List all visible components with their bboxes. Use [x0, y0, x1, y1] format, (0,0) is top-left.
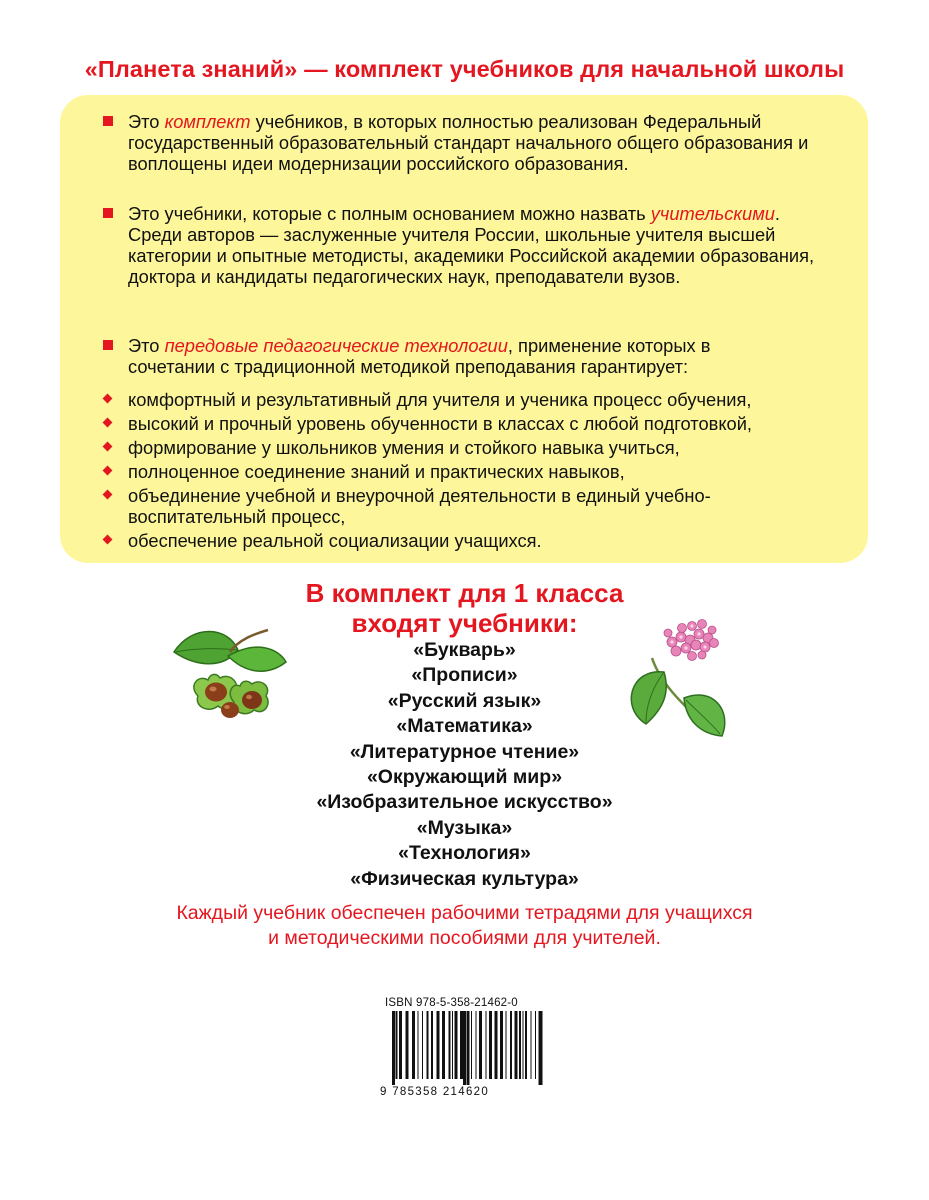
barcode-bar — [442, 1011, 445, 1079]
barcode-bar — [431, 1011, 433, 1079]
barcode-bar — [525, 1011, 527, 1079]
barcode-bar — [399, 1011, 402, 1079]
list-item: «Окружающий мир» — [366, 766, 563, 789]
list-item: полноценное соединение знаний и практических навыков, — [128, 461, 828, 482]
workbooks-note: Каждый учебник обеспечен рабочими тетрадями для учащихся и методическими пособиями для учителей. — [176, 902, 753, 949]
barcode-bar — [476, 1011, 477, 1079]
barcode-bar — [437, 1011, 440, 1079]
square-bullet-icon — [103, 116, 113, 126]
list-item: «Русский язык» — [387, 689, 542, 712]
benefits-list — [128, 389, 828, 554]
list-item: высокий и прочный уровень обученности в классах с любой подготовкой, — [128, 413, 828, 434]
kit-heading: В комплект для 1 класса входят учебники: — [305, 578, 624, 638]
barcode-bar — [531, 1011, 532, 1079]
barcode-bar — [539, 1011, 542, 1085]
barcode-bar — [535, 1011, 536, 1079]
barcode-bar — [396, 1011, 398, 1079]
barcode-bar — [467, 1011, 470, 1085]
barcode-bar — [412, 1011, 415, 1079]
list-item: «Математика» — [396, 715, 533, 738]
barcode-bar — [506, 1011, 507, 1079]
textbook-list — [0, 638, 929, 892]
square-bullet-icon — [103, 208, 113, 218]
diamond-bullet-icon — [103, 490, 113, 500]
barcode-bar — [463, 1011, 466, 1085]
diamond-bullet-icon — [103, 418, 113, 428]
barcode-bar — [455, 1011, 458, 1079]
barcode-bar — [406, 1011, 409, 1079]
emphasis-kit: комплект — [164, 111, 251, 132]
barcode-bar — [471, 1011, 472, 1079]
info-panel — [60, 95, 868, 563]
barcode-bar — [418, 1011, 419, 1079]
barcode-bar — [460, 1011, 463, 1079]
emphasis-teachers: учительскими — [650, 203, 775, 224]
barcode-image — [382, 1011, 552, 1087]
barcode-bar — [523, 1011, 524, 1079]
barcode-bar — [394, 1011, 395, 1085]
barcode-bar — [427, 1011, 429, 1079]
barcode-bar — [542, 1011, 543, 1085]
barcode-bar — [422, 1011, 423, 1079]
barcode-bar — [495, 1011, 498, 1079]
diamond-bullet-icon — [103, 442, 113, 452]
diamond-bullet-icon — [103, 394, 113, 404]
list-item: «Прописи» — [411, 664, 518, 687]
list-item: комфортный и результативный для учителя и ученика процесс обучения, — [128, 389, 828, 410]
list-item: «Физическая культура» — [350, 867, 579, 890]
barcode-bar — [515, 1011, 518, 1079]
paragraph-authors: Это учебники, которые с полным основанием можно назвать учительскими. Среди авторов — заслуженные учителя России, школьные учителя высшей категории и опытные методисты, академики Российской академии образования, доктора и кандидаты педагогических наук, преподаватели вузов. — [128, 203, 836, 287]
emphasis-technologies: передовые педагогические технологии — [164, 335, 508, 356]
barcode-bar — [519, 1011, 521, 1079]
paragraph-technologies: Это передовые педагогические технологии, применение которых в сочетании с традиционной методикой преподавания гарантирует: — [128, 335, 788, 377]
barcode-bar — [452, 1011, 453, 1079]
list-item: «Музыка» — [416, 816, 513, 839]
list-item: формирование у школьников умения и стойкого навыка учиться, — [128, 437, 828, 458]
barcode-bar — [489, 1011, 492, 1079]
isbn-label: ISBN 978-5-358-21462-0 — [385, 997, 518, 1009]
list-item: объединение учебной и внеурочной деятельности в единый учебно-воспитательный процесс, — [128, 485, 828, 527]
barcode-bar — [449, 1011, 451, 1079]
barcode-bar — [479, 1011, 482, 1079]
page-title: «Планета знаний» — комплект учебников для начальной школы — [84, 56, 845, 82]
diamond-bullet-icon — [103, 466, 113, 476]
paragraph-kit: Это комплект учебников, в которых полностью реализован Федеральный государственный образовательный стандарт начального общего образования и воплощены идеи модернизации российского образования. — [128, 111, 828, 174]
list-item: обеспечение реальной социализации учащихся. — [128, 530, 828, 551]
barcode-bar — [392, 1011, 394, 1085]
barcode-bar — [486, 1011, 487, 1079]
barcode-digits: 9 785358 214620 — [380, 1086, 490, 1098]
list-item: «Литературное чтение» — [349, 740, 580, 763]
barcode-bar — [500, 1011, 503, 1079]
list-item: «Изобразительное искусство» — [316, 791, 613, 814]
list-item: «Букварь» — [413, 639, 516, 661]
barcode-bar — [510, 1011, 512, 1079]
list-item: «Технология» — [398, 842, 531, 865]
diamond-bullet-icon — [103, 535, 113, 545]
square-bullet-icon — [103, 340, 113, 350]
